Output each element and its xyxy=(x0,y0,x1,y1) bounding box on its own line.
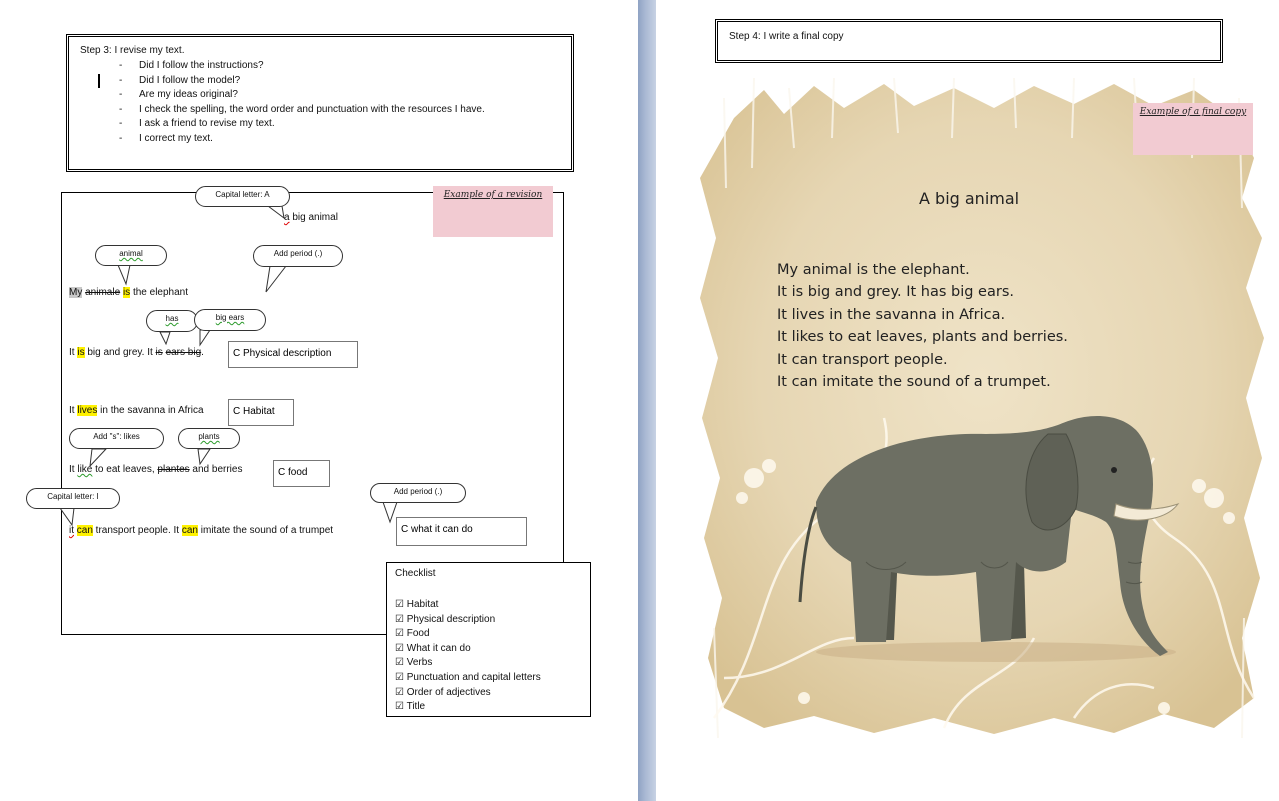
page-divider xyxy=(638,0,656,801)
checklist-item: ☑ Verbs xyxy=(395,657,433,669)
right-page xyxy=(656,0,1279,801)
checklist-title: Checklist xyxy=(395,568,436,579)
checkbox-icon: ☑ xyxy=(395,628,404,640)
checklist-item: ☑ Order of adjectives xyxy=(395,686,491,698)
callout-capital-i: Capital letter: I xyxy=(26,488,120,509)
final-line: It likes to eat leaves, plants and berries. xyxy=(777,329,1068,346)
callout-has: has xyxy=(146,310,198,332)
callout-big-ears: big ears xyxy=(194,309,266,331)
step3-item: - Did I follow the model? xyxy=(119,74,241,86)
final-line: It is big and grey. It has big ears. xyxy=(777,284,1014,301)
revision-title: a big animal xyxy=(284,212,338,223)
final-heading: A big animal xyxy=(919,189,1020,208)
checklist-item: ☑ Habitat xyxy=(395,599,439,610)
tag-what-it-can-do: C what it can do xyxy=(396,517,527,546)
checkbox-icon: ☑ xyxy=(395,657,404,669)
tag-physical-description: C Physical description xyxy=(228,341,358,368)
checkbox-icon: ☑ xyxy=(395,642,404,654)
left-page xyxy=(0,0,638,801)
final-line: It lives in the savanna in Africa. xyxy=(777,306,1006,323)
callout-add-s: Add "s": likes xyxy=(69,428,164,449)
step3-item: - I correct my text. xyxy=(119,132,213,144)
checklist-item: ☑ Food xyxy=(395,628,430,640)
step3-item: - I check the spelling, the word order and punctuation with the resources I have. xyxy=(119,103,485,115)
checklist-item: ☑ Physical description xyxy=(395,613,496,625)
checklist-item: ☑ Title xyxy=(395,701,426,713)
final-note: Example of a final copy xyxy=(1133,103,1253,155)
checklist-items xyxy=(395,598,541,715)
checklist-box xyxy=(386,562,591,717)
step3-item: - I ask a friend to revise my text. xyxy=(119,118,275,130)
revision-line-4: It like to eat leaves, plantes and berries xyxy=(69,464,243,475)
callout-add-period-2: Add period (.) xyxy=(370,483,466,503)
final-line: It can imitate the sound of a trumpet. xyxy=(777,374,1051,391)
revision-line-1: My animale is the elephant xyxy=(69,287,188,298)
step3-title: Step 3: I revise my text. xyxy=(80,45,185,56)
tag-food: C food xyxy=(273,460,330,487)
step3-item: - Are my ideas original? xyxy=(119,89,238,101)
step4-title: Step 4: I write a final copy xyxy=(729,31,844,42)
elephant-illustration xyxy=(776,412,1186,662)
checkbox-icon: ☑ xyxy=(395,671,404,683)
final-text xyxy=(777,259,1068,393)
callout-add-period: Add period (.) xyxy=(253,245,343,267)
callout-animal: animal xyxy=(95,245,167,266)
revision-line-3: It lives in the savanna in Africa xyxy=(69,405,204,416)
revision-line-2: It is big and grey. It is ears big. xyxy=(69,347,204,358)
callout-capital-a: Capital letter: A xyxy=(195,186,290,207)
checkbox-icon: ☑ xyxy=(395,599,404,610)
checkbox-icon: ☑ xyxy=(395,613,404,625)
step4-box xyxy=(715,19,1223,63)
final-line: It can transport people. xyxy=(777,351,948,368)
tag-habitat: C Habitat xyxy=(228,399,294,426)
checklist-item: ☑ What it can do xyxy=(395,642,471,654)
step3-item: - Did I follow the instructions? xyxy=(119,60,264,71)
revision-note: Example of a revision xyxy=(433,186,553,237)
callout-plants: plants xyxy=(178,428,240,449)
revision-line-5: it can transport people. It can imitate the sound of a trumpet xyxy=(69,525,334,536)
checkbox-icon: ☑ xyxy=(395,686,404,698)
final-line: My animal is the elephant. xyxy=(777,262,970,278)
checkbox-icon: ☑ xyxy=(395,701,404,713)
checklist-item: ☑ Punctuation and capital letters xyxy=(395,671,541,683)
